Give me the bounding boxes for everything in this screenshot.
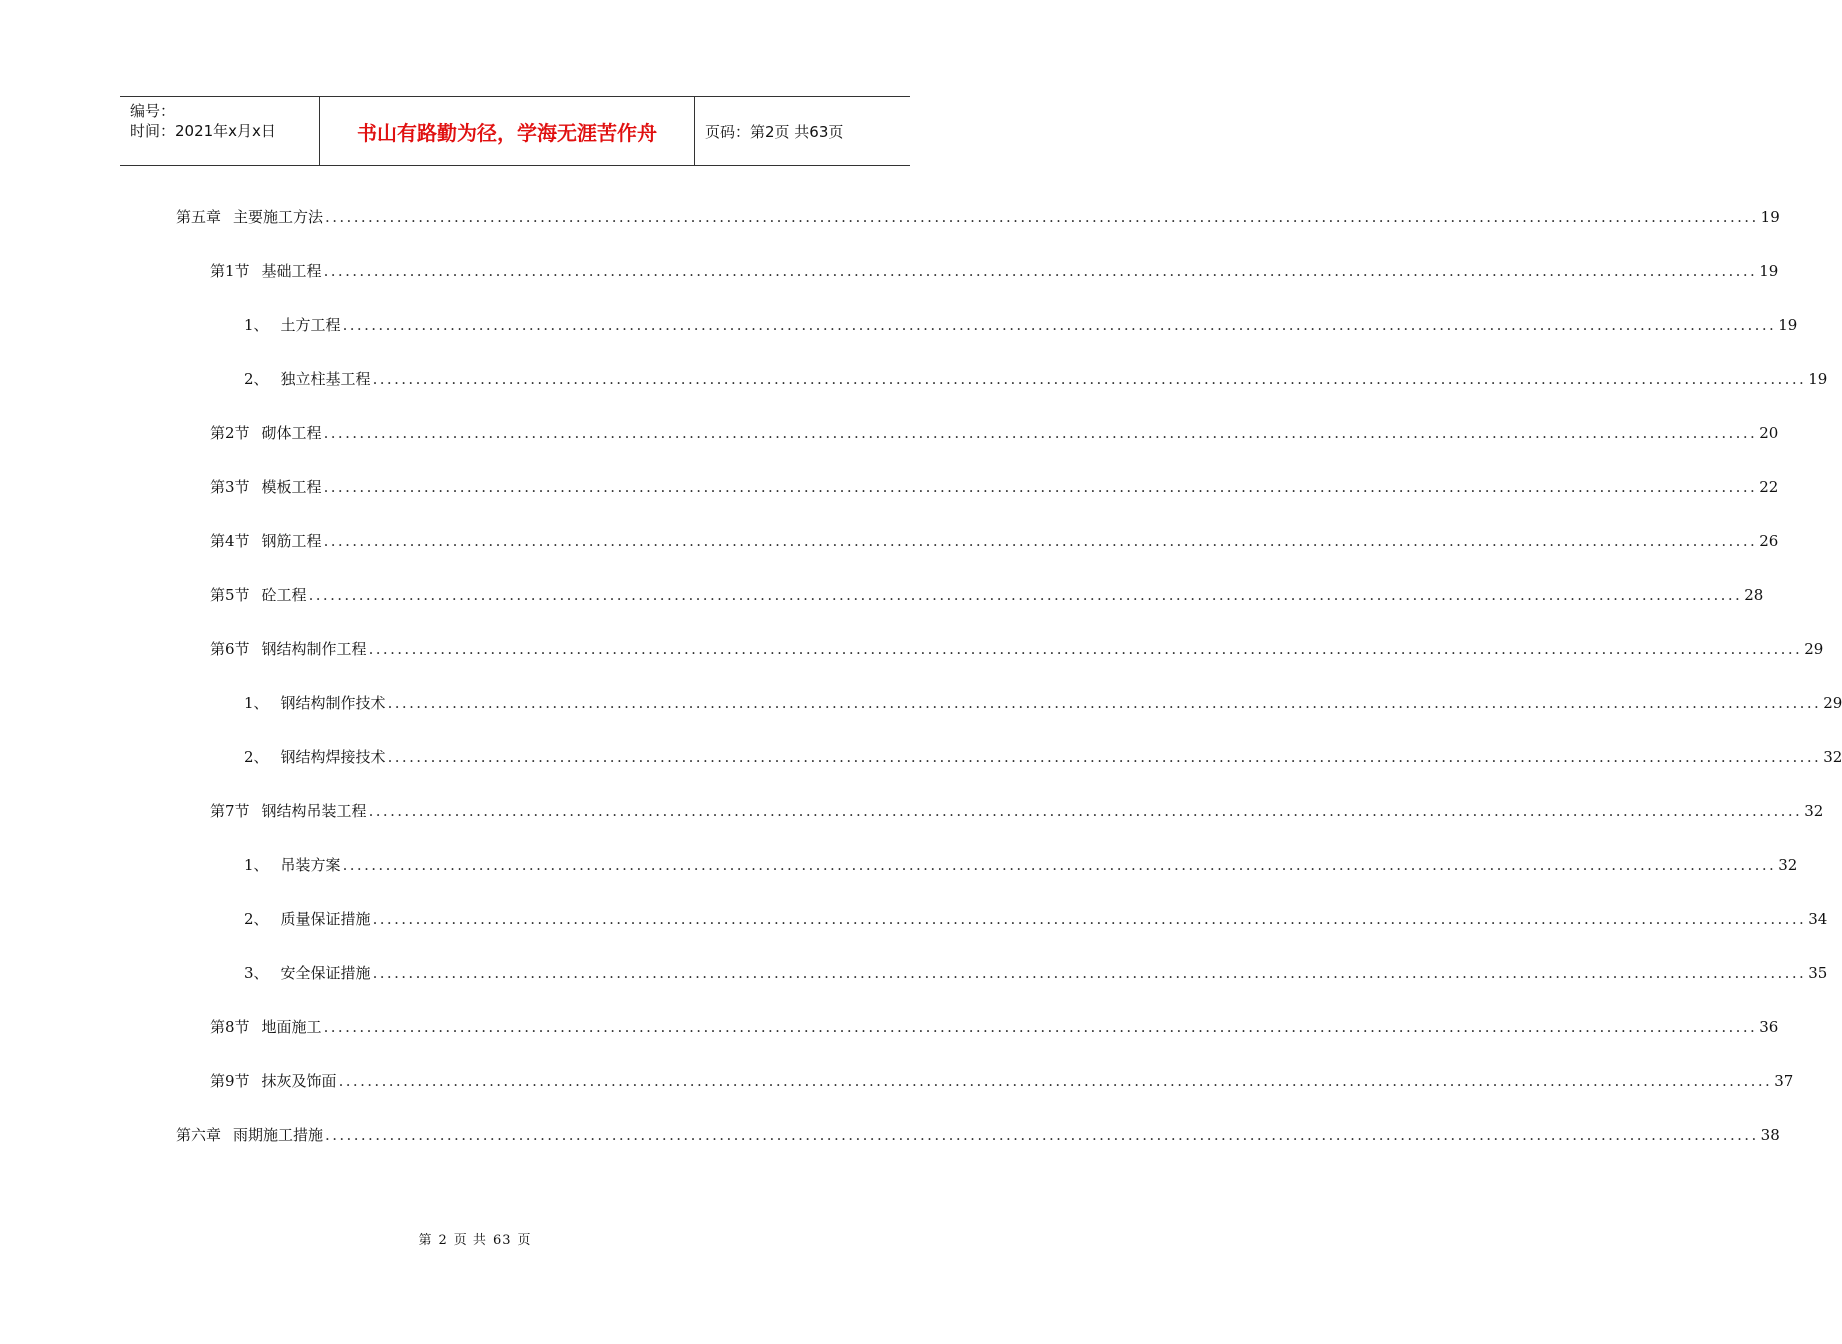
toc-entry-title: 钢筋工程 [261, 532, 322, 550]
toc-entry-label [244, 691, 386, 715]
toc-entry-page: 36 [1759, 1018, 1779, 1036]
toc-entry[interactable] [244, 745, 1842, 769]
toc-entry-number: 第五章 [176, 208, 222, 226]
header-motto: 书山有路勤为径，学海无涯苦作舟 [320, 97, 695, 165]
toc-entry[interactable] [210, 421, 1779, 445]
toc-entry-title: 钢结构制作工程 [261, 640, 367, 658]
toc-entry-number: 第2节 [210, 424, 250, 442]
toc-leader-dots: ........................................................................................................................................................................................................ [325, 208, 1759, 226]
toc-entry-title: 主要施工方法 [233, 208, 324, 226]
toc-entry-title: 雨期施工措施 [233, 1126, 324, 1144]
toc-entry-label [210, 637, 367, 661]
toc-entry-title: 基础工程 [261, 262, 322, 280]
toc-entry-title: 砼工程 [261, 586, 307, 604]
toc-entry[interactable] [210, 799, 1824, 823]
toc-leader-dots: ........................................................................................................................................................................................................ [323, 1018, 1758, 1036]
toc-entry-number: 3、 [244, 964, 269, 982]
toc-entry-label [244, 313, 341, 337]
header-info [120, 97, 320, 165]
toc-entry-page: 32 [1778, 856, 1798, 874]
header-page-info: 页码：第2页 共63页 [705, 122, 844, 141]
toc-leader-dots: ........................................................................................................................................................................................................ [308, 586, 1743, 604]
footer-suffix: 页 [517, 1233, 532, 1248]
toc-entry-page: 28 [1744, 586, 1764, 604]
toc-entry-title: 钢结构吊装工程 [261, 802, 367, 820]
toc-entry-title: 砌体工程 [261, 424, 322, 442]
toc-leader-dots: ........................................................................................................................................................................................................ [372, 370, 1807, 388]
toc-leader-dots: ........................................................................................................................................................................................................ [323, 478, 1758, 496]
toc-leader-dots: ........................................................................................................................................................................................................ [325, 1126, 1759, 1144]
toc-entry-number: 第5节 [210, 586, 250, 604]
toc-entry-page: 22 [1759, 478, 1779, 496]
toc-entry-page: 19 [1808, 370, 1828, 388]
toc-entry-page: 35 [1808, 964, 1828, 982]
toc-entry-page: 19 [1778, 316, 1798, 334]
toc-entry-number: 第3节 [210, 478, 250, 496]
toc-entry-title: 质量保证措施 [280, 910, 371, 928]
toc-entry-page: 29 [1823, 694, 1842, 712]
toc-entry-label [244, 961, 371, 985]
toc-entry-number: 第7节 [210, 802, 250, 820]
toc-leader-dots: ........................................................................................................................................................................................................ [323, 424, 1758, 442]
toc-entry[interactable] [210, 583, 1764, 607]
header-time-label: 时间：2021年x月x日 [130, 122, 276, 140]
toc-leader-dots: ........................................................................................................................................................................................................ [368, 802, 1803, 820]
toc-leader-dots: ........................................................................................................................................................................................................ [368, 640, 1803, 658]
toc-leader-dots: ........................................................................................................................................................................................................ [323, 262, 1758, 280]
toc-entry-title: 土方工程 [280, 316, 341, 334]
toc-entry-label [210, 1015, 322, 1039]
toc-entry-number: 1、 [244, 694, 269, 712]
toc-leader-dots: ........................................................................................................................................................................................................ [338, 1072, 1773, 1090]
toc-entry[interactable] [210, 637, 1824, 661]
toc-entry-label [244, 853, 341, 877]
toc-entry-title: 抹灰及饰面 [261, 1072, 337, 1090]
toc-entry-label [210, 583, 307, 607]
header-number-label: 编号： [130, 102, 176, 120]
page-header [120, 96, 910, 166]
toc-entry-label [210, 1069, 337, 1093]
toc-leader-dots: ........................................................................................................................................................................................................ [342, 316, 1777, 334]
toc-entry-label [176, 1123, 323, 1147]
toc-entry-title: 安全保证措施 [280, 964, 371, 982]
toc-entry-label [244, 907, 371, 931]
footer-total-pages: 63 [492, 1233, 512, 1248]
toc-entry-label [244, 367, 371, 391]
toc-entry-title: 模板工程 [261, 478, 322, 496]
toc-entry-page: 19 [1759, 262, 1779, 280]
toc-entry-page: 20 [1759, 424, 1779, 442]
toc-entry-title: 地面施工 [261, 1018, 322, 1036]
footer-current-page: 2 [438, 1233, 448, 1248]
toc-entry[interactable] [176, 205, 1780, 229]
footer-mid: 页 共 [453, 1233, 487, 1248]
toc-leader-dots: ........................................................................................................................................................................................................ [323, 532, 1758, 550]
toc-entry[interactable] [210, 1069, 1794, 1093]
toc-entry-page: 26 [1759, 532, 1779, 550]
toc-entry-title: 钢结构制作技术 [280, 694, 386, 712]
toc-entry-number: 第4节 [210, 532, 250, 550]
footer-prefix: 第 [418, 1233, 433, 1248]
toc-entry-page: 37 [1774, 1072, 1794, 1090]
toc-entry-title: 吊装方案 [280, 856, 341, 874]
toc-entry[interactable] [210, 529, 1779, 553]
toc-entry-page: 34 [1808, 910, 1828, 928]
toc-entry-label [210, 799, 367, 823]
toc-entry[interactable] [244, 961, 1828, 985]
toc-entry-label [244, 745, 386, 769]
toc-entry-page: 29 [1804, 640, 1824, 658]
toc-entry-number: 第1节 [210, 262, 250, 280]
toc-entry-number: 1、 [244, 316, 269, 334]
toc-entry[interactable] [244, 367, 1828, 391]
toc-entry-label [210, 529, 322, 553]
toc-entry-number: 第8节 [210, 1018, 250, 1036]
toc-entry-title: 钢结构焊接技术 [280, 748, 386, 766]
toc-entry[interactable] [244, 853, 1798, 877]
toc-entry-label [176, 205, 323, 229]
toc-entry-label [210, 259, 322, 283]
toc-leader-dots: ........................................................................................................................................................................................................ [372, 964, 1807, 982]
toc-entry-label [210, 421, 322, 445]
toc-leader-dots: ........................................................................................................................................................................................................ [387, 748, 1822, 766]
toc-leader-dots: ........................................................................................................................................................................................................ [387, 694, 1822, 712]
toc-entry-number: 第9节 [210, 1072, 250, 1090]
toc-entry-number: 2、 [244, 370, 269, 388]
toc-entry[interactable] [210, 475, 1779, 499]
toc-entry-number: 2、 [244, 910, 269, 928]
toc-entry-page: 32 [1823, 748, 1842, 766]
toc-entry[interactable] [176, 1123, 1780, 1147]
toc-entry-label [210, 475, 322, 499]
toc-entry-number: 第六章 [176, 1126, 222, 1144]
toc-entry[interactable] [244, 907, 1828, 931]
toc-entry-page: 19 [1760, 208, 1780, 226]
toc-leader-dots: ........................................................................................................................................................................................................ [372, 910, 1807, 928]
toc-entry[interactable] [244, 313, 1798, 337]
toc-entry-number: 2、 [244, 748, 269, 766]
page-footer [0, 1229, 950, 1248]
toc-entry-page: 32 [1804, 802, 1824, 820]
toc-entry-page: 38 [1760, 1126, 1780, 1144]
toc-entry-number: 第6节 [210, 640, 250, 658]
toc-entry-title: 独立柱基工程 [280, 370, 371, 388]
toc-entry[interactable] [244, 691, 1842, 715]
toc-entry[interactable] [210, 1015, 1779, 1039]
toc-entry[interactable] [210, 259, 1779, 283]
toc-leader-dots: ........................................................................................................................................................................................................ [342, 856, 1777, 874]
toc-entry-number: 1、 [244, 856, 269, 874]
